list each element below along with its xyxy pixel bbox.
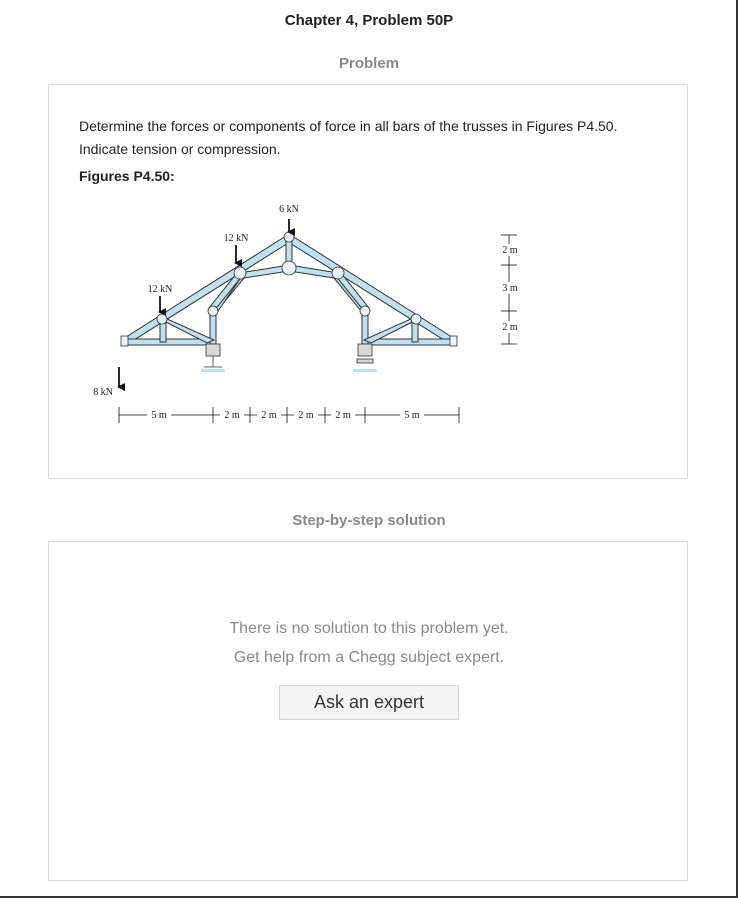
ask-an-expert-button[interactable]: Ask an expert — [279, 685, 459, 720]
span-label-d: 2 m — [298, 410, 314, 421]
load-label-upper-left: 12 kN — [223, 233, 249, 244]
member-right-top-chord — [285, 234, 455, 345]
no-solution-message: There is no solution to this problem yet. — [229, 620, 509, 637]
chapter-title: Chapter 4, Problem 50P — [284, 12, 454, 29]
joint-left-mid — [157, 314, 167, 324]
problem-heading: Problem — [338, 55, 399, 72]
joint-left-upper — [234, 267, 246, 279]
problem-panel — [48, 84, 688, 479]
joint-right-upper — [332, 267, 344, 279]
joint-right-end — [450, 336, 457, 346]
truss-members — [123, 234, 455, 345]
span-label-c: 2 m — [261, 410, 277, 421]
joint-right-knee — [360, 306, 370, 316]
height-label-bottom: 2 m — [502, 322, 518, 333]
joint-apex — [284, 232, 294, 242]
solution-panel — [48, 541, 688, 881]
figures-label: Figures P4.50: — [79, 168, 175, 184]
joint-left-end — [121, 336, 128, 346]
problem-statement-line-2: Indicate tension or compression. — [79, 141, 281, 157]
load-label-end: 8 kN — [93, 387, 113, 398]
height-label-top: 2 m — [502, 245, 518, 256]
problem-statement-line-1: Determine the forces or components of force in all bars of the trusses in Figures P4.50. — [79, 118, 618, 134]
truss-figure — [83, 199, 518, 447]
span-label-a: 5 m — [151, 410, 167, 421]
joint-left-knee — [208, 306, 218, 316]
height-label-middle: 3 m — [502, 283, 518, 294]
right-support — [353, 344, 377, 372]
left-support — [201, 344, 225, 372]
span-label-b: 2 m — [224, 410, 240, 421]
load-label-top: 6 kN — [279, 204, 299, 215]
span-label-e: 2 m — [335, 410, 351, 421]
solution-heading: Step-by-step solution — [292, 512, 446, 529]
joint-center — [282, 261, 296, 275]
get-help-message: Get help from a Chegg subject expert. — [233, 649, 505, 666]
joint-right-mid — [411, 314, 421, 324]
span-label-f: 5 m — [404, 410, 420, 421]
loads — [119, 219, 289, 387]
problem-statement — [79, 115, 659, 161]
load-label-lower-left: 12 kN — [147, 284, 173, 295]
